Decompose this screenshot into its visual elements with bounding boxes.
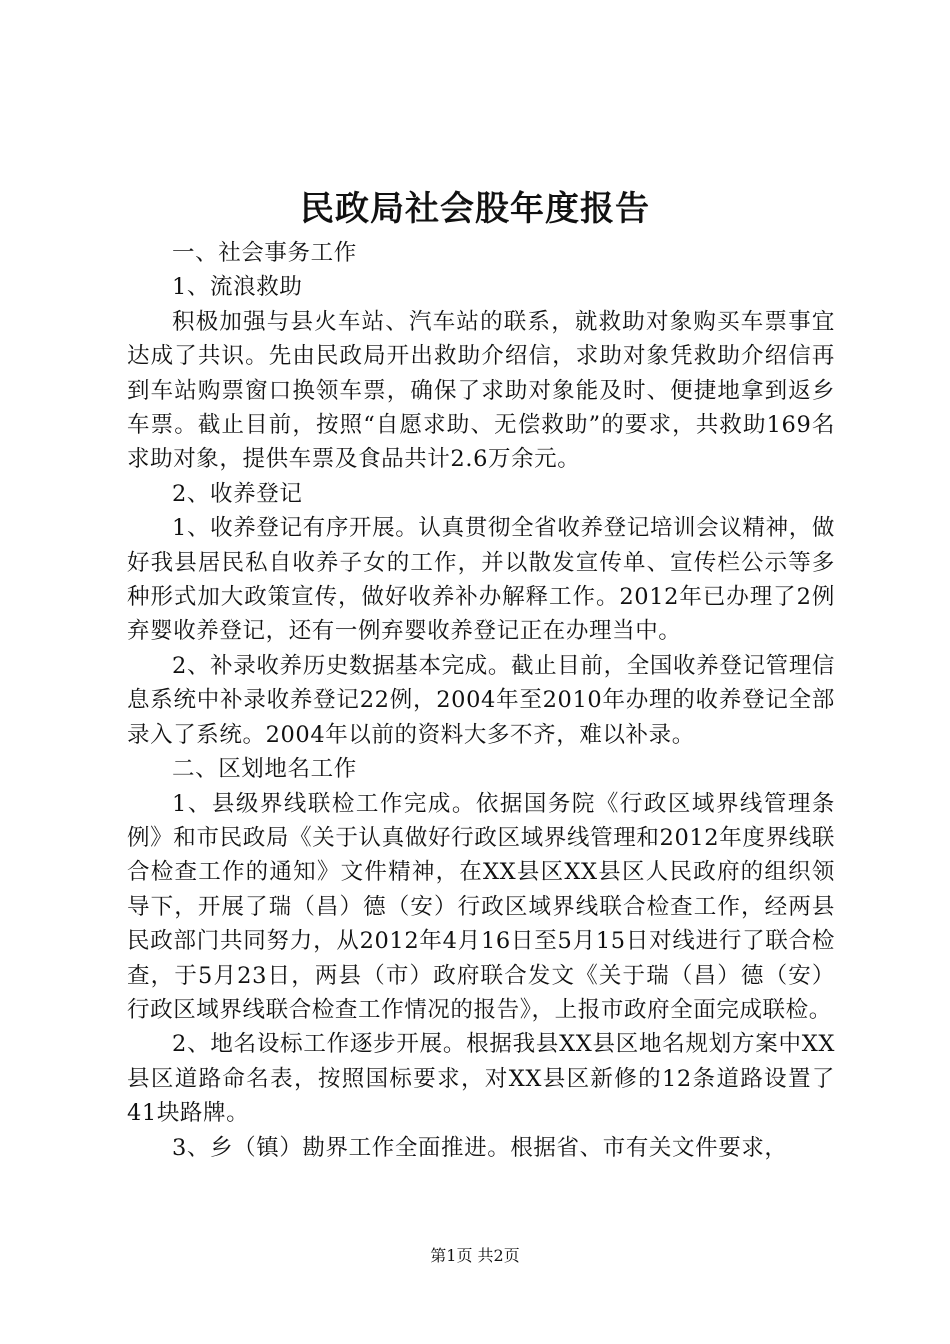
document-body bbox=[127, 236, 835, 1165]
body-paragraph: 2、地名设标工作逐步开展。根据我县XX县区地名规划方案中XX县区道路命名表，按照国标要求，对XX县区新修的12条道路设置了41块路牌。 bbox=[127, 1031, 835, 1127]
section-heading: 二、区划地名工作 bbox=[172, 756, 357, 783]
subsection-heading: 1、流浪救助 bbox=[172, 274, 303, 301]
body-paragraph: 1、县级界线联检工作完成。依据国务院《行政区域界线管理条例》和市民政局《关于认真做好行政区域界线管理和2012年度界线联合检查工作的通知》文件精神，在XX县区XX县区人民政府的组织领导下，开展了瑞（昌）德（安）行政区域界线联合检查工作，经两县民政部门共同努力，从2012年4月16日至5月15日对线进行了联合检查，于5月23日，两县（市）政府联合发文《关于瑞（昌）德（安）行政区域界线联合检查工作情况的报告》，上报市政府全面完成联检。 bbox=[127, 790, 835, 1023]
body-paragraph: 3、乡（镇）勘界工作全面推进。根据省、市有关文件要求， bbox=[172, 1134, 788, 1161]
page-footer: 第1页 共2页 bbox=[430, 1246, 520, 1265]
section-heading: 一、社会事务工作 bbox=[172, 240, 357, 266]
document-title: 民政局社会股年度报告 bbox=[300, 189, 650, 229]
body-paragraph: 2、补录收养历史数据基本完成。截止目前，全国收养登记管理信息系统中补录收养登记22例，2004年至2010年办理的收养登记全部录入了系统。2004年以前的资料大多不齐，难以补录。 bbox=[127, 652, 835, 748]
subsection-heading: 2、收养登记 bbox=[172, 480, 303, 507]
body-paragraph: 1、收养登记有序开展。认真贯彻全省收养登记培训会议精神，做好我县居民私自收养子女的工作，并以散发宣传单、宣传栏公示等多种形式加大政策宣传，做好收养补办解释工作。2012年已办理了2例弃婴收养登记，还有一例弃婴收养登记正在办理当中。 bbox=[127, 515, 835, 645]
body-paragraph: 积极加强与县火车站、汽车站的联系，就救助对象购买车票事宜达成了共识。先由民政局开出救助介绍信，求助对象凭救助介绍信再到车站购票窗口换领车票，确保了求助对象能及时、便捷地拿到返乡车票。截止目前，按照“自愿求助、无偿救助”的要求，共救助169名求助对象，提供车票及食品共计2.6万余元。 bbox=[127, 308, 835, 473]
